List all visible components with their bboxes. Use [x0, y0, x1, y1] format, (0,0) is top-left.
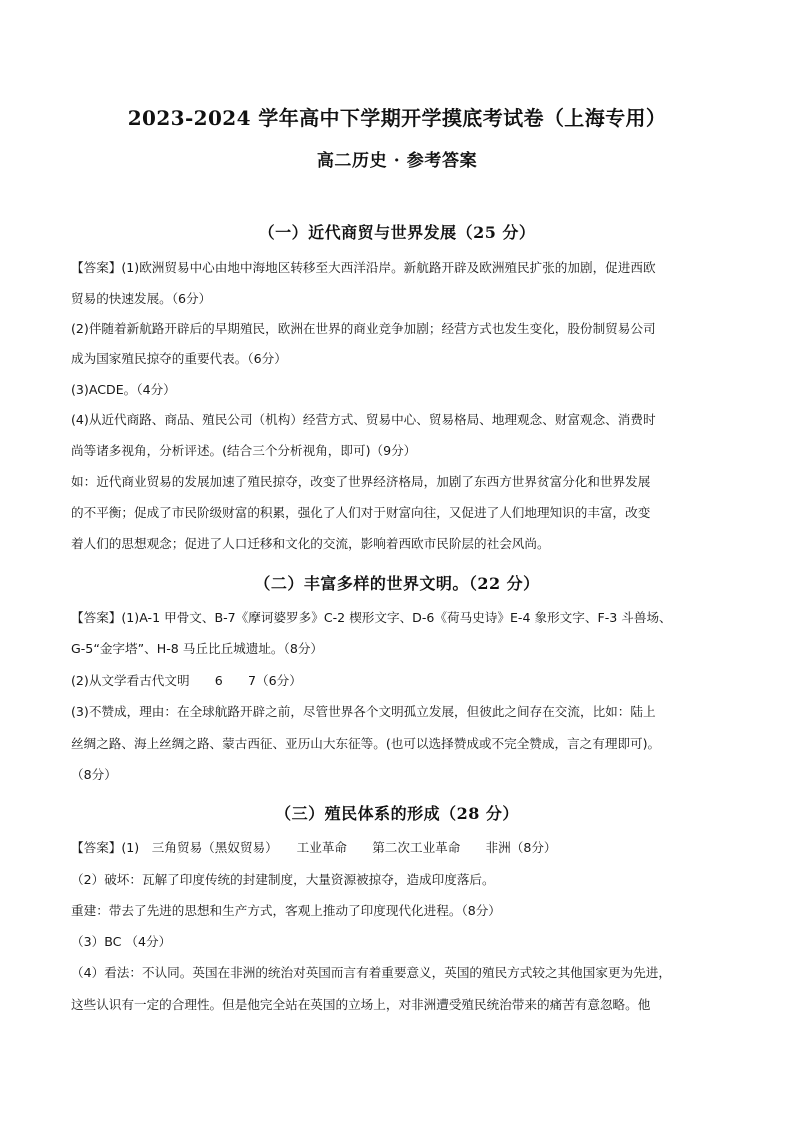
section-3-line-6: 这些认识有一定的合理性。但是他完全站在英国的立场上，对非洲遭受殖民统治带来的痛苦有意忽略。他: [71, 997, 651, 1012]
section-1-line-4: 成为国家殖民掠夺的重要代表。（6分）: [71, 351, 287, 366]
section-2-line-3: (2)从文学看古代文明 6 7（6分）: [71, 673, 302, 688]
section-3-line-5: （4）看法：不认同。英国在非洲的统治对英国而言有着重要意义，英国的殖民方式较之其他国家更为先进，: [71, 965, 671, 980]
section-3-line-1: 【答案】(1) 三角贸易（黑奴贸易） 工业革命 第二次工业革命 非洲（8分）: [71, 840, 557, 855]
section-2-title: （二）丰富多样的世界文明。（22 分）: [254, 574, 540, 593]
section-2-line-5: 丝绸之路、海上丝绸之路、蒙古西征、亚历山大东征等。(也可以选择赞成或不完全赞成，言之有理即可)。: [71, 736, 661, 751]
section-1-title: （一）近代商贸与世界发展（25 分）: [258, 223, 536, 242]
section-3-line-2: （2）破坏：瓦解了印度传统的封建制度，大量资源被掠夺，造成印度落后。: [71, 872, 495, 887]
section-3-line-3: 重建：带去了先进的思想和生产方式，客观上推动了印度现代化进程。（8分）: [71, 903, 501, 918]
section-1-line-6: (4)从近代商路、商品、殖民公司（机构）经营方式、贸易中心、贸易格局、地理观念、财富观念、消费时: [71, 412, 656, 427]
section-2-line-2: G-5“金字塔”、H-8 马丘比丘城遗址。（8分）: [71, 641, 324, 656]
section-1-line-2: 贸易的快速发展。（6分）: [71, 291, 212, 306]
section-1-line-3: (2)伴随着新航路开辟后的早期殖民，欧洲在世界的商业竞争加剧；经营方式也发生变化，股份制贸易公司: [71, 321, 656, 336]
section-1-line-8: 如：近代商业贸易的发展加速了殖民掠夺，改变了世界经济格局，加剧了东西方世界贫富分化和世界发展: [71, 474, 651, 489]
section-3-line-4: （3）BC （4分）: [71, 934, 172, 949]
document-subtitle: 高二历史 · 参考答案: [316, 151, 478, 171]
section-2-line-6: （8分）: [71, 767, 117, 782]
section-1-line-1: 【答案】(1)欧洲贸易中心由地中海地区转移至大西洋沿岸。新航路开辟及欧洲殖民扩张的加剧，促进西欧: [71, 260, 656, 275]
section-1-line-10: 着人们的思想观念；促进了人口迁移和文化的交流，影响着西欧市民阶层的社会风尚。: [71, 536, 550, 551]
section-1-line-5: (3)ACDE。（4分）: [71, 382, 176, 397]
section-2-line-4: (3)不赞成，理由：在全球航路开辟之前，尽管世界各个文明孤立发展，但彼此之间存在交流，比如：陆上: [71, 704, 656, 719]
section-1-line-7: 尚等诸多视角，分析评述。(结合三个分析视角，即可)（9分）: [71, 443, 417, 458]
section-1-line-9: 的不平衡；促成了市民阶级财富的积累，强化了人们对于财富向往，又促进了人们地理知识的丰富，改变: [71, 505, 651, 520]
section-2-line-1: 【答案】(1)A-1 甲骨文、B-7《摩诃婆罗多》C-2 楔形文字、D-6《荷马史诗》E-4 象形文字、F-3 斗兽场、: [71, 610, 672, 625]
section-3-title: （三）殖民体系的形成（28 分）: [275, 804, 519, 823]
document-title: 2023-2024 学年高中下学期开学摸底考试卷（上海专用）: [127, 106, 667, 130]
